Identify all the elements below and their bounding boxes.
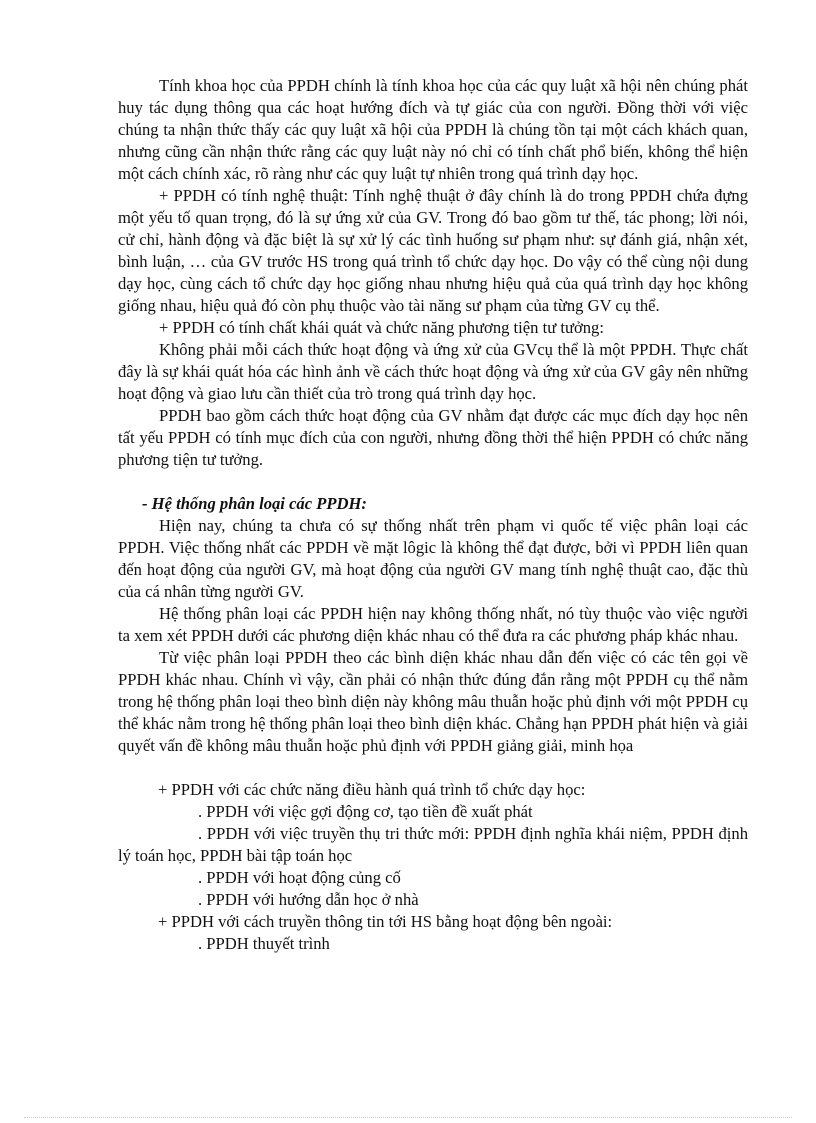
list-item: . PPDH thuyết trình — [198, 934, 330, 953]
spacer — [118, 471, 748, 493]
list-group-communication: + PPDH với cách truyền thông tin tới HS bằng hoạt động bên ngoài: — [158, 912, 613, 931]
paragraph-scientific-nature: Tính khoa học của PPDH chính là tính khoa học của các quy luật xã hội nên chúng phát huy tác dụng thông qua các hoạt hướng đích và tự giác của con người. Đồng thời với việc chúng ta nhận thức thấy các quy luật xã hội của PPDH là chúng tồn tại một cách khách quan, nhưng cũng cần nhận thức rằng các quy luật này nó chỉ có tính chất phổ biến, không thể hiện một cách chính xác, rõ ràng như các quy luật tự nhiên trong quá trình dạy học. — [118, 76, 748, 183]
list-group-functions: + PPDH với các chức năng điều hành quá trình tổ chức dạy học: — [158, 780, 586, 799]
document-page — [118, 75, 748, 955]
list-item: . PPDH với việc gợi động cơ, tạo tiền đề xuất phát — [198, 802, 533, 821]
paragraph-generality-heading: + PPDH có tính chất khái quát và chức năng phương tiện tư tưởng: — [159, 318, 604, 337]
paragraph-different-names: Từ việc phân loại PPDH theo các bình diện khác nhau dẫn đến việc có các tên gọi về PPDH khác nhau. Chính vì vậy, cần phải có nhận thức đúng đắn rằng một PPDH cụ thể nằm trong hệ thống phân loại theo bình diện này không mâu thuẫn hoặc phủ định với một PPDH cụ thể khác nằm trong hệ thống phân loại theo bình diện khác. Chẳng hạn PPDH phát hiện và giải quyết vấn đề không mâu thuẫn hoặc phủ định với PPDH giảng giải, minh họa — [118, 648, 748, 755]
list-item: . PPDH với hoạt động củng cố — [198, 868, 401, 887]
paragraph-no-consensus: Hiện nay, chúng ta chưa có sự thống nhất trên phạm vi quốc tế việc phân loại các PPDH. Việc thống nhất các PPDH về mặt lôgic là không thể đạt được, bởi vì PPDH liên quan đến hoạt động của người GV, mà hoạt động của người GV mang tính nghệ thuật cao, đặc thù của cá nhân từng người GV. — [118, 516, 748, 601]
page-bottom-divider — [24, 1117, 792, 1118]
paragraph-generality-body: Không phải mỗi cách thức hoạt động và ứng xử của GVcụ thể là một PPDH. Thực chất đây là sự khái quát hóa các hình ảnh về cách thức hoạt động và ứng xử của GV gây nên những hoạt động và giao lưu cần thiết của trò trong quá trình dạy học. — [118, 340, 748, 403]
list-item: . PPDH với việc truyền thụ tri thức mới: PPDH định nghĩa khái niệm, PPDH định lý toán học, PPDH bài tập toán học — [118, 824, 748, 865]
section-heading-classification: - Hệ thống phân loại các PPDH: — [142, 494, 367, 513]
paragraph-artistic-nature: + PPDH có tính nghệ thuật: Tính nghệ thuật ở đây chính là do trong PPDH chứa đựng một yếu tố quan trọng, đó là sự ứng xử của GV. Trong đó bao gồm tư thế, tác phong; lời nói, cử chỉ, hành động và đặc biệt là sự xử lý các tình huống sư phạm như: sự đánh giá, nhận xét, bình luận, … của GV trước HS trong quá trình tổ chức dạy học. Do vậy có thể cùng nội dung dạy học, cùng cách tổ chức dạy học giống nhau nhưng hiệu quả của quá trình dạy học không giống nhau, hiệu quả đó còn phụ thuộc vào tài năng sư phạm của từng GV cụ thể. — [118, 186, 748, 315]
paragraph-purpose: PPDH bao gồm cách thức hoạt động của GV nhằm đạt được các mục đích dạy học nên tất yếu PPDH có tính mục đích của con người, nhưng đồng thời thể hiện PPDH có chức năng phương tiện tư tưởng. — [118, 406, 748, 469]
spacer — [118, 757, 748, 779]
paragraph-inconsistent-system: Hệ thống phân loại các PPDH hiện nay không thống nhất, nó tùy thuộc vào việc người ta xem xét PPDH dưới các phương diện khác nhau có thể đưa ra các phương pháp khác nhau. — [118, 604, 748, 645]
list-item: . PPDH với hướng dẫn học ở nhà — [198, 890, 419, 909]
